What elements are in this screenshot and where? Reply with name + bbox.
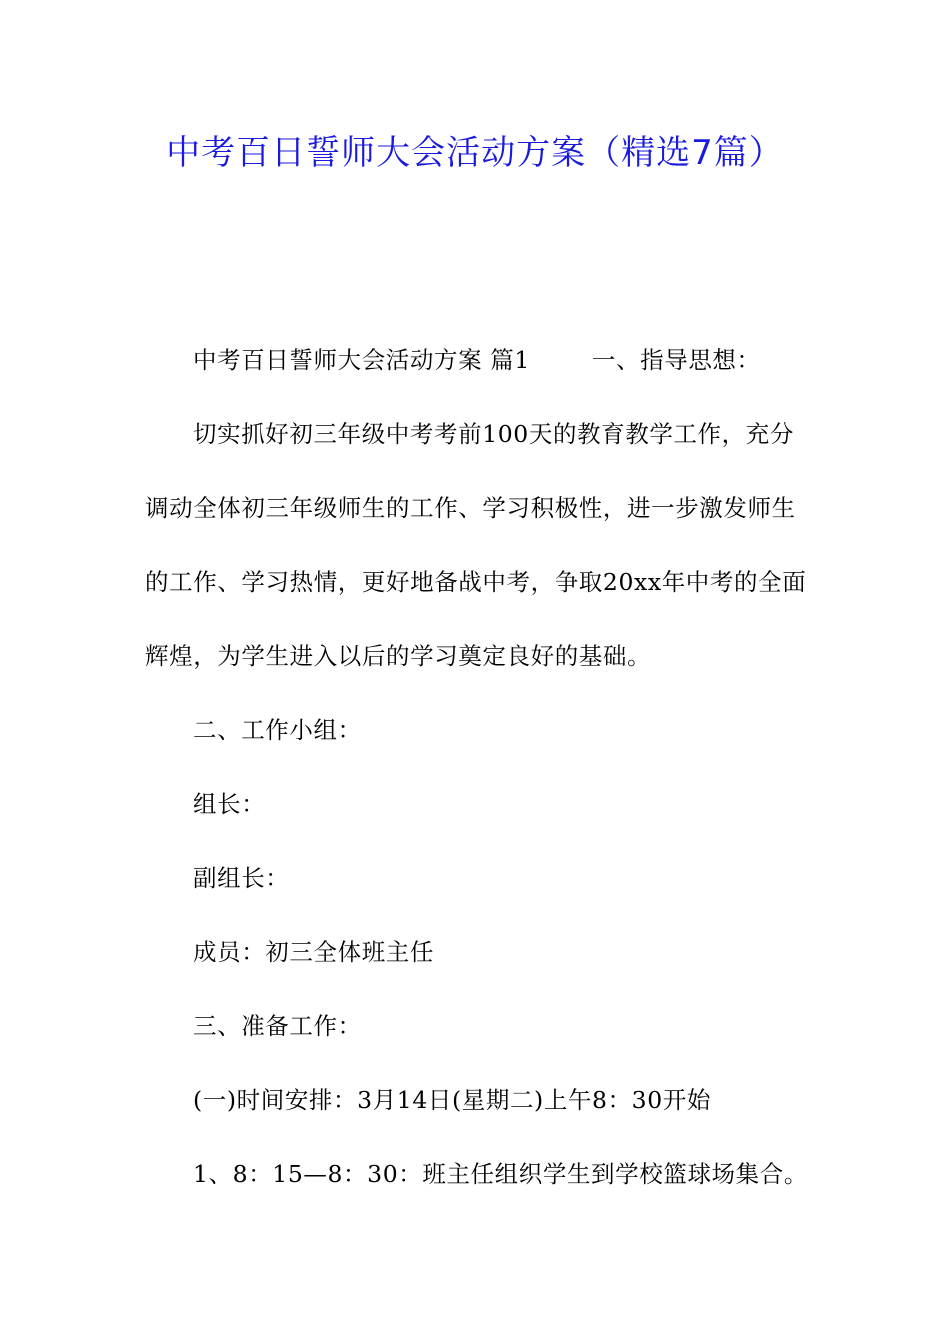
- paragraph-line: 切实抓好初三年级中考考前100天的教育教学工作，充分: [193, 420, 794, 448]
- members-line: 成员：初三全体班主任: [193, 938, 434, 966]
- schedule-line: (一)时间安排：3月14日(星期二)上午8：30开始: [193, 1086, 711, 1114]
- document-body: [145, 323, 809, 1211]
- group-leader-line: 组长：: [193, 790, 266, 818]
- section-heading-line: [145, 323, 809, 397]
- paragraph-line: 辉煌，为学生进入以后的学习奠定良好的基础。: [145, 642, 652, 670]
- schedule-item-1: 1、8：15—8：30：班主任组织学生到学校篮球场集合。: [193, 1160, 808, 1188]
- deputy-leader-line: 副组长：: [193, 864, 290, 892]
- heading-working-group: 二、工作小组：: [193, 716, 362, 744]
- document-title: 中考百日誓师大会活动方案（精选7篇）: [166, 133, 784, 173]
- section-heading: 中考百日誓师大会活动方案 篇1: [193, 346, 530, 374]
- paragraph-line: 的工作、学习热情，更好地备战中考，争取20xx年中考的全面: [145, 568, 807, 596]
- guiding-heading: 一、指导思想：: [591, 346, 761, 374]
- paragraph-line: 调动全体初三年级师生的工作、学习积极性，进一步激发师生: [145, 494, 796, 522]
- heading-preparation: 三、准备工作：: [193, 1012, 362, 1040]
